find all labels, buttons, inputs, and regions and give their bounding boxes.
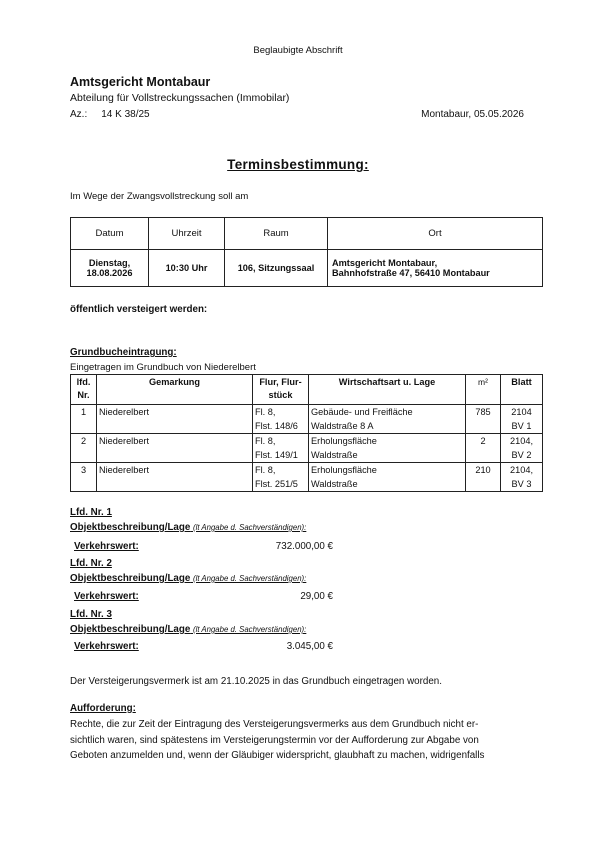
verkehrswert-value-3: 3.045,00 € xyxy=(286,641,333,652)
appointment-room: 106, Sitzungssaal xyxy=(225,250,328,287)
department: Abteilung für Vollstreckungssachen (Immobilar) xyxy=(70,92,290,104)
verkehrswert-label-2: Verkehrswert: xyxy=(74,591,139,602)
row-flur xyxy=(253,434,309,463)
table-row xyxy=(71,434,543,463)
case-number xyxy=(70,109,150,120)
header-qm: m² xyxy=(466,375,501,405)
row-flur-1: Fl. 8, xyxy=(255,465,276,475)
case-number-label: Az.: xyxy=(70,109,88,120)
header-flur-1: Flur, Flur- xyxy=(259,377,302,387)
row-wirtschaft-2: Waldstraße 8 A xyxy=(311,420,374,431)
appointment-date xyxy=(71,250,149,287)
row-blatt-1: 2104, xyxy=(510,465,533,475)
row-flur-2: Flst. 251/5 xyxy=(255,478,298,489)
auctioned-statement: öffentlich versteigert werden: xyxy=(70,304,208,315)
row-flur-2: Flst. 149/1 xyxy=(255,449,298,460)
row-blatt-1: 2104, xyxy=(510,436,533,446)
certified-copy-label: Beglaubigte Abschrift xyxy=(253,45,343,56)
header-wirtschaft: Wirtschaftsart u. Lage xyxy=(309,375,466,405)
header-uhrzeit: Uhrzeit xyxy=(149,218,225,250)
header-flur xyxy=(253,375,309,405)
row-wirtschaft xyxy=(309,463,466,492)
row-nr: 2 xyxy=(71,434,97,463)
object-label: Objektbeschreibung/Lage xyxy=(70,573,191,584)
row-blatt-2: BV 3 xyxy=(511,478,532,489)
row-flur xyxy=(253,405,309,434)
header-flur-2: stück xyxy=(268,390,293,400)
aufforderung-line: Geboten anzumelden und, wenn der Gläubiger widerspricht, glaubhaft zu machen, widrigenfalls xyxy=(70,750,485,761)
object-label: Objektbeschreibung/Lage xyxy=(70,522,191,533)
place-line-2: Bahnhofstraße 47, 56410 Montabaur xyxy=(332,268,490,278)
row-flur xyxy=(253,463,309,492)
row-wirtschaft-2: Waldstraße xyxy=(311,478,358,489)
grundbuch-table xyxy=(70,374,543,492)
object-description-2 xyxy=(70,573,306,584)
row-qm: 210 xyxy=(466,463,501,492)
row-wirtschaft-2: Waldstraße xyxy=(311,449,358,460)
row-wirtschaft-1: Erholungsfläche xyxy=(311,465,377,475)
verkehrswert-label-3: Verkehrswert: xyxy=(74,641,139,652)
header-blatt: Blatt xyxy=(501,375,543,405)
table-row xyxy=(71,463,543,492)
row-qm: 785 xyxy=(466,405,501,434)
row-wirtschaft-1: Erholungsfläche xyxy=(311,436,377,446)
page-title: Terminsbestimmung: xyxy=(227,157,369,172)
grundbuch-title: Grundbucheintragung: xyxy=(70,347,177,358)
court-name: Amtsgericht Montabaur xyxy=(70,75,211,89)
header-raum: Raum xyxy=(225,218,328,250)
row-gemarkung: Niederelbert xyxy=(97,463,253,492)
lfd-nr-2: Lfd. Nr. 2 xyxy=(70,558,112,569)
grundbuch-subtitle: Eingetragen im Grundbuch von Niederelbert xyxy=(70,362,256,373)
row-qm: 2 xyxy=(466,434,501,463)
table-row xyxy=(71,405,543,434)
appointment-table xyxy=(70,217,543,287)
row-blatt xyxy=(501,405,543,434)
aufforderung-line: sichtlich waren, sind spätestens im Versteigerungstermin vor der Aufforderung zur Abgabe von xyxy=(70,734,479,746)
header-lfd-2: Nr. xyxy=(77,390,90,400)
row-nr: 1 xyxy=(71,405,97,434)
object-description-1 xyxy=(70,522,306,533)
place-date: Montabaur, 05.05.2026 xyxy=(421,109,524,120)
aufforderung-body xyxy=(70,717,540,764)
aufforderung-title: Aufforderung: xyxy=(70,703,136,714)
verkehrswert-label-1: Verkehrswert: xyxy=(74,541,139,552)
object-description-3 xyxy=(70,624,306,635)
lfd-nr-3: Lfd. Nr. 3 xyxy=(70,609,112,620)
row-gemarkung: Niederelbert xyxy=(97,405,253,434)
verkehrswert-value-1: 732.000,00 € xyxy=(275,541,333,552)
header-ort: Ort xyxy=(328,218,543,250)
row-blatt xyxy=(501,434,543,463)
row-blatt-2: BV 2 xyxy=(511,449,532,460)
row-blatt-1: 2104 xyxy=(511,407,532,417)
row-flur-2: Flst. 148/6 xyxy=(255,420,298,431)
row-wirtschaft-1: Gebäude- und Freifläche xyxy=(311,407,413,417)
row-blatt xyxy=(501,463,543,492)
date-value: 18.08.2026 xyxy=(86,268,133,278)
appointment-time: 10:30 Uhr xyxy=(149,250,225,287)
object-note: (lt Angabe d. Sachverständigen): xyxy=(193,625,307,634)
row-wirtschaft xyxy=(309,405,466,434)
row-flur-1: Fl. 8, xyxy=(255,436,276,446)
header-lfd-1: lfd. xyxy=(76,377,91,387)
date-weekday: Dienstag, xyxy=(88,258,131,268)
row-nr: 3 xyxy=(71,463,97,492)
verkehrswert-value-2: 29,00 € xyxy=(300,591,333,602)
appointment-place xyxy=(328,250,543,287)
aufforderung-line: Rechte, die zur Zeit der Eintragung des Versteigerungsvermerks aus dem Grundbuch nicht er- xyxy=(70,719,479,730)
object-note: (lt Angabe d. Sachverständigen): xyxy=(193,574,307,583)
registration-note: Der Versteigerungsvermerk ist am 21.10.2025 in das Grundbuch eingetragen worden. xyxy=(70,676,442,687)
row-flur-1: Fl. 8, xyxy=(255,407,276,417)
intro-text: Im Wege der Zwangsvollstreckung soll am xyxy=(70,191,249,202)
lfd-nr-1: Lfd. Nr. 1 xyxy=(70,507,112,518)
place-line-1: Amtsgericht Montabaur, xyxy=(332,258,438,268)
header-lfd xyxy=(71,375,97,405)
header-gemarkung: Gemarkung xyxy=(97,375,253,405)
case-number-value: 14 K 38/25 xyxy=(101,109,150,120)
header-datum: Datum xyxy=(71,218,149,250)
object-label: Objektbeschreibung/Lage xyxy=(70,624,191,635)
object-note: (lt Angabe d. Sachverständigen): xyxy=(193,523,307,532)
row-wirtschaft xyxy=(309,434,466,463)
row-blatt-2: BV 1 xyxy=(511,420,532,431)
row-gemarkung: Niederelbert xyxy=(97,434,253,463)
